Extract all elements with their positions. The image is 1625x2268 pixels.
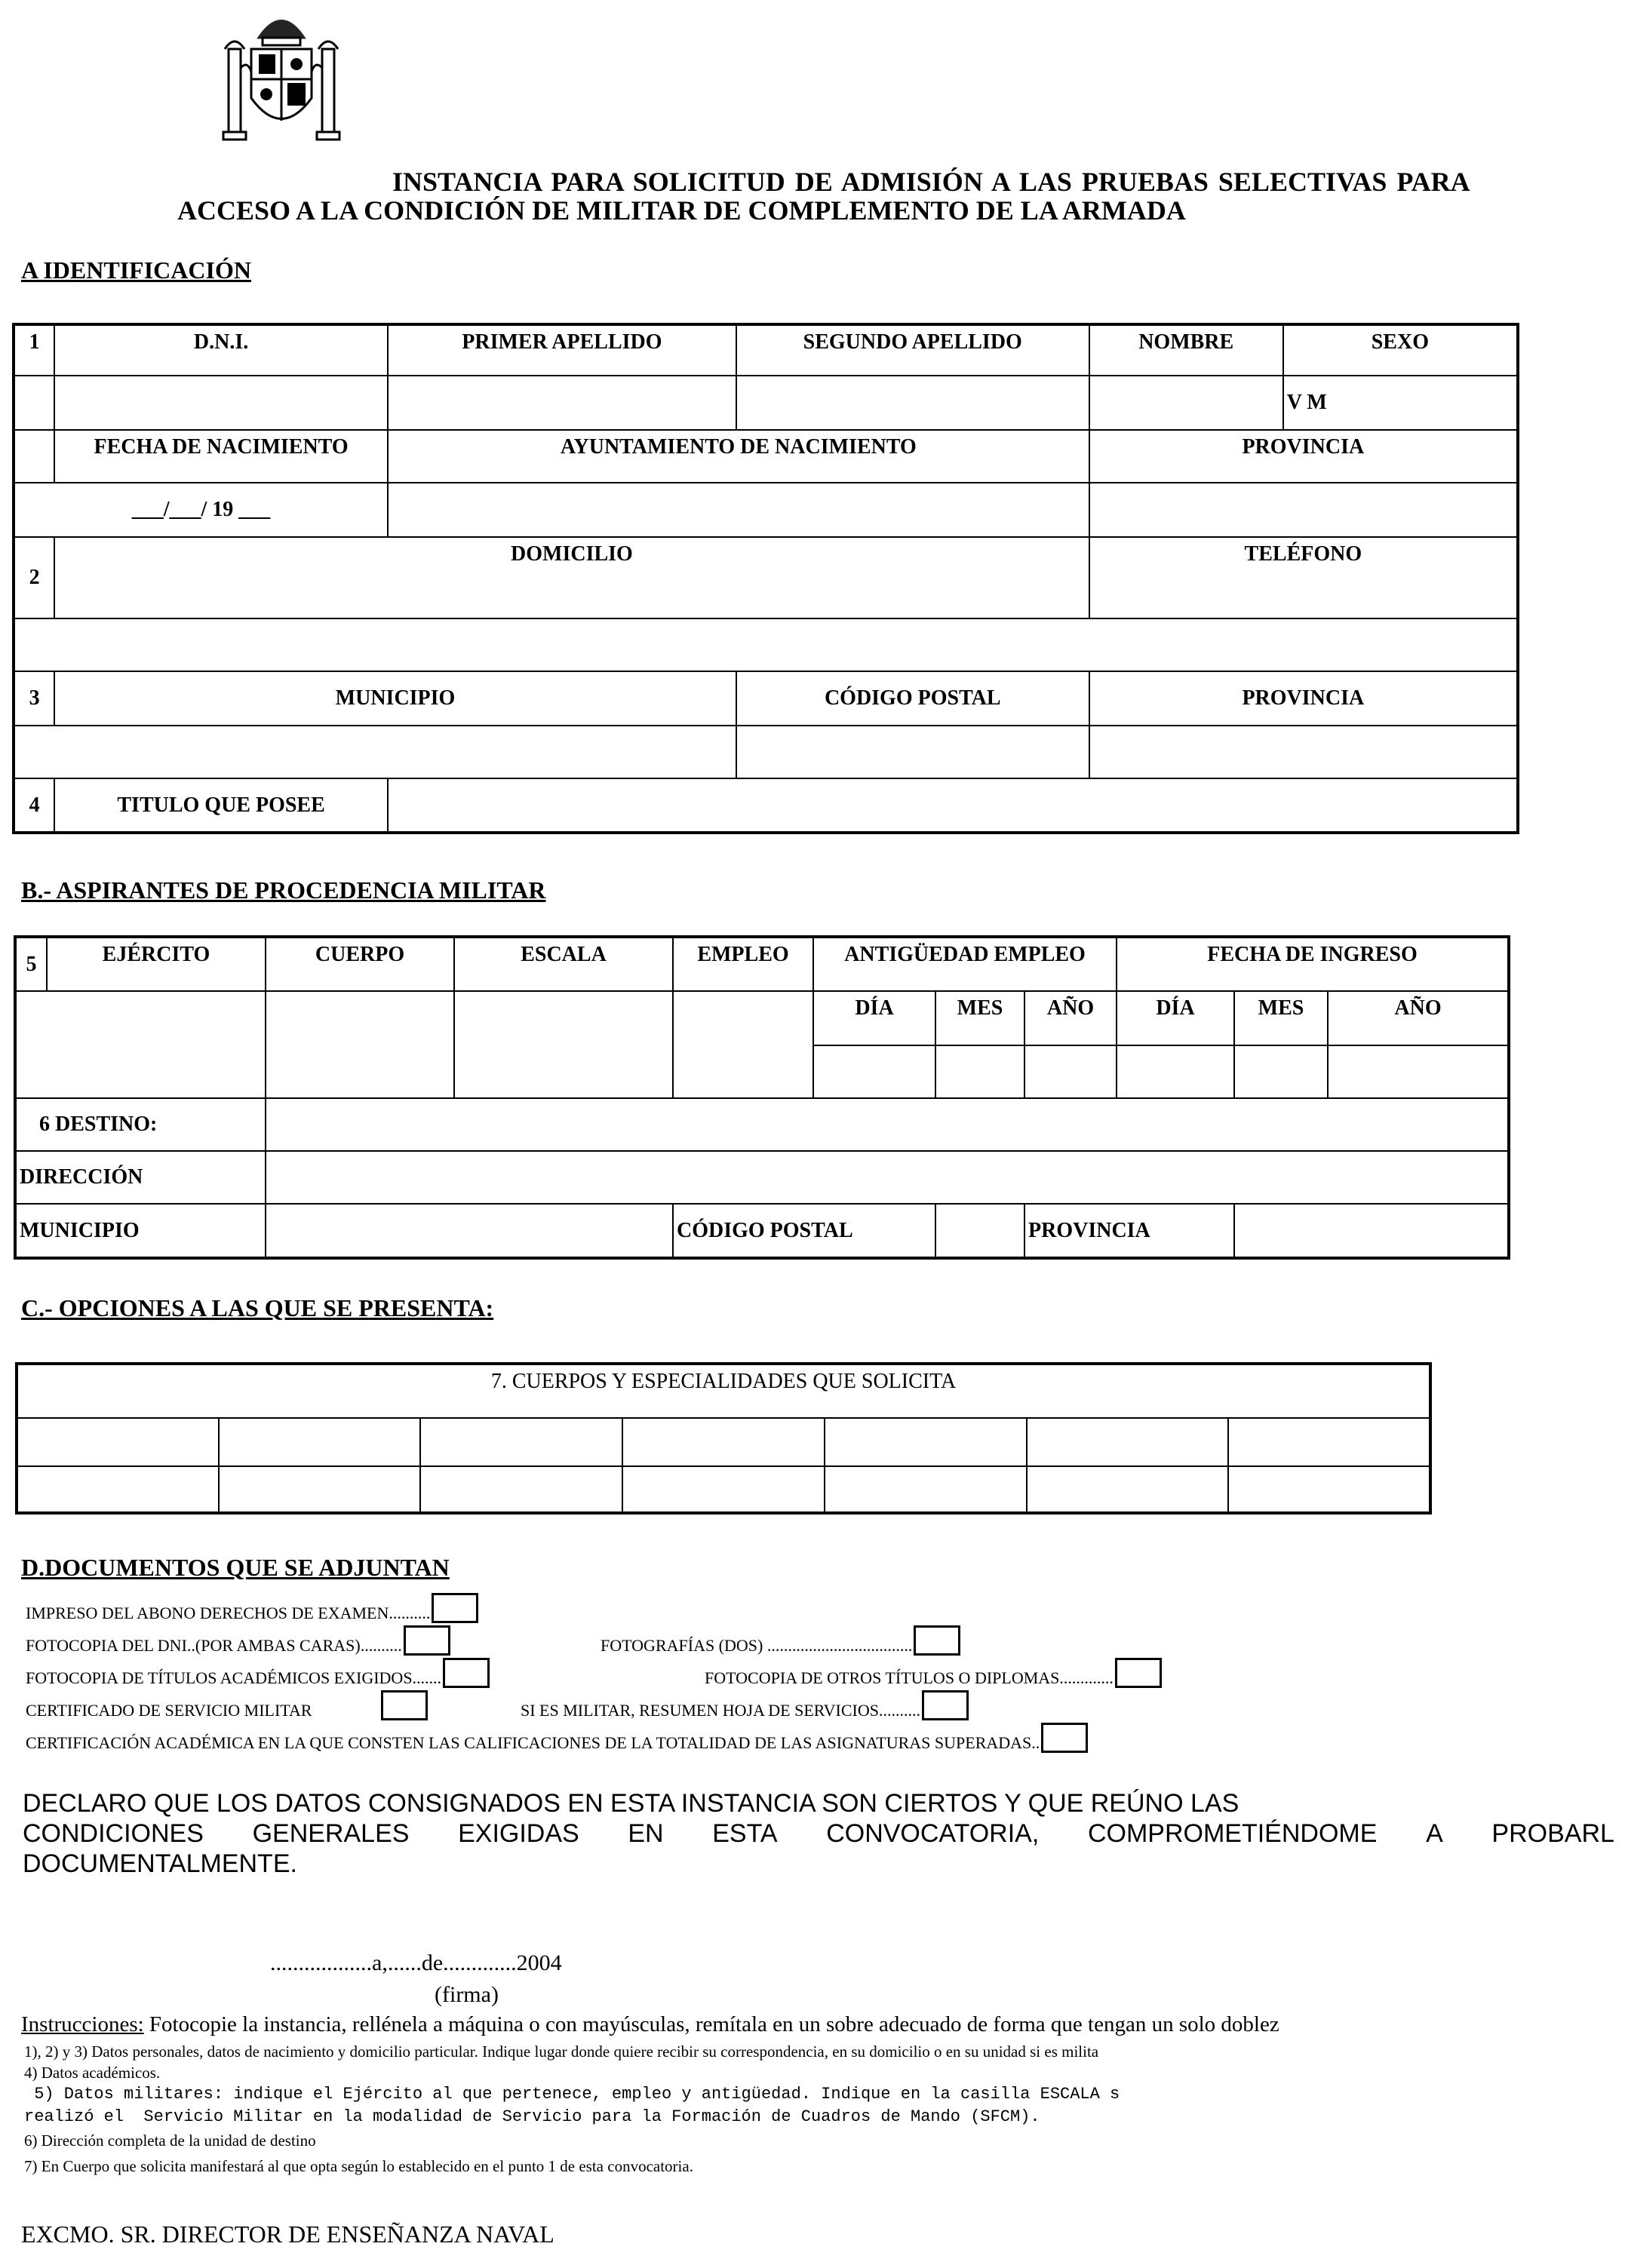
option-cell[interactable]: [1228, 1418, 1430, 1466]
antiguedad-dia-label: DÍA: [813, 991, 935, 1045]
fecha-nacimiento-label: FECHA DE NACIMIENTO: [54, 430, 388, 483]
declaration-word: CONVOCATORIA,: [826, 1819, 1040, 1848]
identification-table: [12, 323, 1519, 834]
direccion-field[interactable]: [266, 1151, 1509, 1204]
segundo-apellido-field[interactable]: [736, 376, 1089, 430]
instruction-5: 7) En Cuerpo que solicita manifestará al que opta según lo establecido en el punto 1 de esta convocatoria.: [24, 2157, 693, 2175]
option-cell[interactable]: [1027, 1418, 1229, 1466]
nombre-label: NOMBRE: [1089, 324, 1283, 376]
doc-fotografias-label: FOTOGRAFÍAS (DOS) ...................................: [601, 1636, 913, 1655]
cuerpo-field[interactable]: [266, 991, 454, 1098]
municipio-label-b: MUNICIPIO: [15, 1204, 266, 1258]
ejercito-label: EJÉRCITO: [47, 937, 266, 991]
doc-abono-checkbox[interactable]: [432, 1593, 478, 1623]
option-cell[interactable]: [420, 1466, 622, 1513]
empleo-label: EMPLEO: [673, 937, 813, 991]
declaration-word: CONDICIONES: [23, 1819, 204, 1848]
declaration-word: A: [1426, 1819, 1443, 1848]
doc-hoja-servicios-checkbox[interactable]: [922, 1690, 969, 1720]
provincia-field-2[interactable]: [1089, 726, 1518, 778]
section-a-heading: A IDENTIFICACIÓN: [21, 256, 251, 284]
firma-label: (firma): [435, 1982, 499, 2007]
doc-certificacion-label: CERTIFICACIÓN ACADÉMICA EN LA QUE CONSTEN LAS CALIFICACIONES DE LA TOTALIDAD DE LAS ASIGNATURAS SUPERADAS..: [26, 1733, 1040, 1752]
ingreso-mes-field[interactable]: [1234, 1045, 1328, 1098]
instructions-text: Fotocopie la instancia, rellénela a máquina o con mayúsculas, remítala en un sobre adecuado de forma que tengan un solo doblez: [143, 2012, 1279, 2036]
option-cell[interactable]: [17, 1466, 219, 1513]
provincia-label-2: PROVINCIA: [1089, 671, 1518, 726]
section-d-heading: D.DOCUMENTOS QUE SE ADJUNTAN: [21, 1554, 450, 1581]
doc-otros-titulos: [705, 1658, 1162, 1688]
primer-apellido-label: PRIMER APELLIDO: [388, 324, 736, 376]
option-cell[interactable]: [622, 1418, 825, 1466]
domicilio-label: DOMICILIO: [54, 537, 1089, 618]
instruction-3b: realizó el Servicio Militar en la modalidad de Servicio para la Formación de Cuadros de Mando (SFCM).: [24, 2107, 1040, 2126]
military-table: [14, 935, 1510, 1260]
segundo-apellido-label: SEGUNDO APELLIDO: [736, 324, 1089, 376]
provincia-field[interactable]: [1089, 483, 1518, 537]
sexo-label: SEXO: [1283, 324, 1518, 376]
instruction-1: 1), 2) y 3) Datos personales, datos de nacimiento y domicilio particular. Indique lugar donde quiere recibir su correspondencia, en su domicilio o en su unidad si es milita: [24, 2042, 1099, 2061]
option-cell[interactable]: [1027, 1466, 1229, 1513]
escala-field[interactable]: [454, 991, 673, 1098]
codigo-postal-label: CÓDIGO POSTAL: [736, 671, 1089, 726]
doc-abono-derechos: [26, 1593, 478, 1623]
provincia-label: PROVINCIA: [1089, 430, 1518, 483]
option-cell[interactable]: [17, 1418, 219, 1466]
cuerpos-especialidades-label: 7. CUERPOS Y ESPECIALIDADES QUE SOLICITA: [17, 1364, 1430, 1418]
titulo-field[interactable]: [388, 778, 1518, 833]
row-number-5: 5: [15, 937, 47, 991]
sexo-field[interactable]: V M: [1283, 376, 1518, 430]
escala-label: ESCALA: [454, 937, 673, 991]
row-number-2: 2: [14, 537, 54, 618]
ingreso-ano-label: AÑO: [1328, 991, 1509, 1045]
direccion-label: DIRECCIÓN: [15, 1151, 266, 1204]
row-number-3: 3: [14, 671, 54, 726]
option-cell[interactable]: [219, 1466, 421, 1513]
declaration-line-2: [23, 1819, 1614, 1849]
option-cell[interactable]: [420, 1418, 622, 1466]
instruction-3a: 5) Datos militares: indique el Ejército al que pertenece, empleo y antigüedad. Indique en la casilla ESCALA s: [24, 2085, 1120, 2104]
provincia-label-b: PROVINCIA: [1024, 1204, 1234, 1258]
declaration-word: PROBARL: [1491, 1819, 1614, 1848]
nombre-field[interactable]: [1089, 376, 1283, 430]
ingreso-dia-label: DÍA: [1117, 991, 1234, 1045]
doc-dni-label: FOTOCOPIA DEL DNI..(POR AMBAS CARAS)..........: [26, 1636, 402, 1655]
instruction-2: 4) Datos académicos.: [24, 2064, 161, 2082]
doc-titulos-label: FOTOCOPIA DE TÍTULOS ACADÉMICOS EXIGIDOS.......: [26, 1668, 442, 1687]
doc-fotografias: [601, 1625, 960, 1656]
antiguedad-mes-field[interactable]: [935, 1045, 1024, 1098]
dni-label: D.N.I.: [54, 324, 388, 376]
codigo-postal-field[interactable]: [736, 726, 1089, 778]
form-title-line-1: INSTANCIA PARA SOLICITUD DE ADMISIÓN A LAS PRUEBAS SELECTIVAS PARA: [392, 167, 1470, 197]
destino-label: 6 DESTINO:: [15, 1098, 266, 1151]
option-cell[interactable]: [219, 1418, 421, 1466]
row-number-4: 4: [14, 778, 54, 833]
doc-servicio-label: CERTIFICADO DE SERVICIO MILITAR: [26, 1701, 312, 1720]
option-cell[interactable]: [825, 1466, 1027, 1513]
declaration-word: COMPROMETIÉNDOME: [1087, 1819, 1378, 1848]
cuerpo-label: CUERPO: [266, 937, 454, 991]
coat-of-arms-emblem: [217, 8, 346, 143]
destino-field[interactable]: [266, 1098, 1509, 1151]
doc-otros-titulos-label: FOTOCOPIA DE OTROS TÍTULOS O DIPLOMAS.............: [705, 1668, 1114, 1687]
declaration-word: ESTA: [712, 1819, 778, 1848]
doc-servicio-militar: [26, 1690, 428, 1720]
dni-prefix-cell: [14, 376, 54, 430]
declaration-line-3: DOCUMENTALMENTE.: [23, 1849, 297, 1878]
option-cell[interactable]: [825, 1418, 1027, 1466]
ingreso-ano-field[interactable]: [1328, 1045, 1509, 1098]
doc-certificacion-academica: [26, 1723, 1088, 1753]
declaration-word: EXIGIDAS: [458, 1819, 579, 1848]
doc-dni-checkbox[interactable]: [404, 1625, 450, 1656]
municipio-field-b[interactable]: [266, 1204, 673, 1258]
doc-titulos-academicos: [26, 1658, 490, 1688]
codigo-postal-label-b: CÓDIGO POSTAL: [673, 1204, 935, 1258]
antiguedad-ano-field[interactable]: [1024, 1045, 1117, 1098]
instructions-main: [21, 2012, 1279, 2037]
doc-otros-titulos-checkbox[interactable]: [1115, 1658, 1162, 1688]
section-b-heading: B.- ASPIRANTES DE PROCEDENCIA MILITAR: [21, 876, 546, 904]
date-line[interactable]: ..................a,......de.............2004: [270, 1950, 562, 1975]
doc-titulos-checkbox[interactable]: [443, 1658, 490, 1688]
doc-fotocopia-dni: [26, 1625, 450, 1656]
domicilio-field[interactable]: [14, 618, 1518, 671]
municipio-field[interactable]: [14, 726, 736, 778]
empleo-field[interactable]: [673, 991, 813, 1098]
antiguedad-mes-label: MES: [935, 991, 1024, 1045]
provincia-field-b[interactable]: [1234, 1204, 1509, 1258]
addressee: EXCMO. SR. DIRECTOR DE ENSEÑANZA NAVAL: [21, 2220, 554, 2248]
declaration-word: EN: [628, 1819, 664, 1848]
ingreso-mes-label: MES: [1234, 991, 1328, 1045]
fecha-ingreso-label: FECHA DE INGRESO: [1117, 937, 1509, 991]
section-c-heading: C.- OPCIONES A LAS QUE SE PRESENTA:: [21, 1294, 494, 1321]
blank-cell: [14, 430, 54, 483]
row-number-1: 1: [14, 324, 54, 376]
doc-certificacion-checkbox[interactable]: [1041, 1723, 1088, 1753]
dni-digit-boxes[interactable]: [54, 376, 388, 430]
antiguedad-ano-label: AÑO: [1024, 991, 1117, 1045]
option-cell[interactable]: [622, 1466, 825, 1513]
telefono-label: TELÉFONO: [1089, 537, 1518, 618]
doc-hoja-servicios: [521, 1690, 969, 1720]
options-table: [15, 1362, 1432, 1515]
primer-apellido-field[interactable]: [388, 376, 736, 430]
declaration-word: GENERALES: [252, 1819, 410, 1848]
ayuntamiento-field[interactable]: [388, 483, 1089, 537]
doc-hoja-servicios-label: SI ES MILITAR, RESUMEN HOJA DE SERVICIOS..........: [521, 1701, 921, 1720]
doc-abono-label: IMPRESO DEL ABONO DERECHOS DE EXAMEN..........: [26, 1604, 431, 1622]
form-title-line-2: ACCESO A LA CONDICIÓN DE MILITAR DE COMPLEMENTO DE LA ARMADA: [177, 195, 1186, 226]
ingreso-dia-field[interactable]: [1117, 1045, 1234, 1098]
declaration-line-1: DECLARO QUE LOS DATOS CONSIGNADOS EN ESTA INSTANCIA SON CIERTOS Y QUE REÚNO LAS: [23, 1789, 1239, 1818]
instruction-4: 6) Dirección completa de la unidad de destino: [24, 2131, 316, 2150]
instructions-label: Instrucciones:: [21, 2012, 144, 2036]
doc-fotografias-checkbox[interactable]: [914, 1625, 960, 1656]
ayuntamiento-label: AYUNTAMIENTO DE NACIMIENTO: [388, 430, 1089, 483]
option-cell[interactable]: [1228, 1466, 1430, 1513]
ejercito-field[interactable]: [15, 991, 266, 1098]
doc-servicio-checkbox[interactable]: [381, 1690, 428, 1720]
fecha-nacimiento-field[interactable]: ___/___/ 19 ___: [14, 483, 388, 537]
titulo-label: TITULO QUE POSEE: [54, 778, 388, 833]
codigo-postal-field-b[interactable]: [935, 1204, 1024, 1258]
antiguedad-dia-field[interactable]: [813, 1045, 935, 1098]
antiguedad-label: ANTIGÜEDAD EMPLEO: [813, 937, 1117, 991]
municipio-label: MUNICIPIO: [54, 671, 736, 726]
